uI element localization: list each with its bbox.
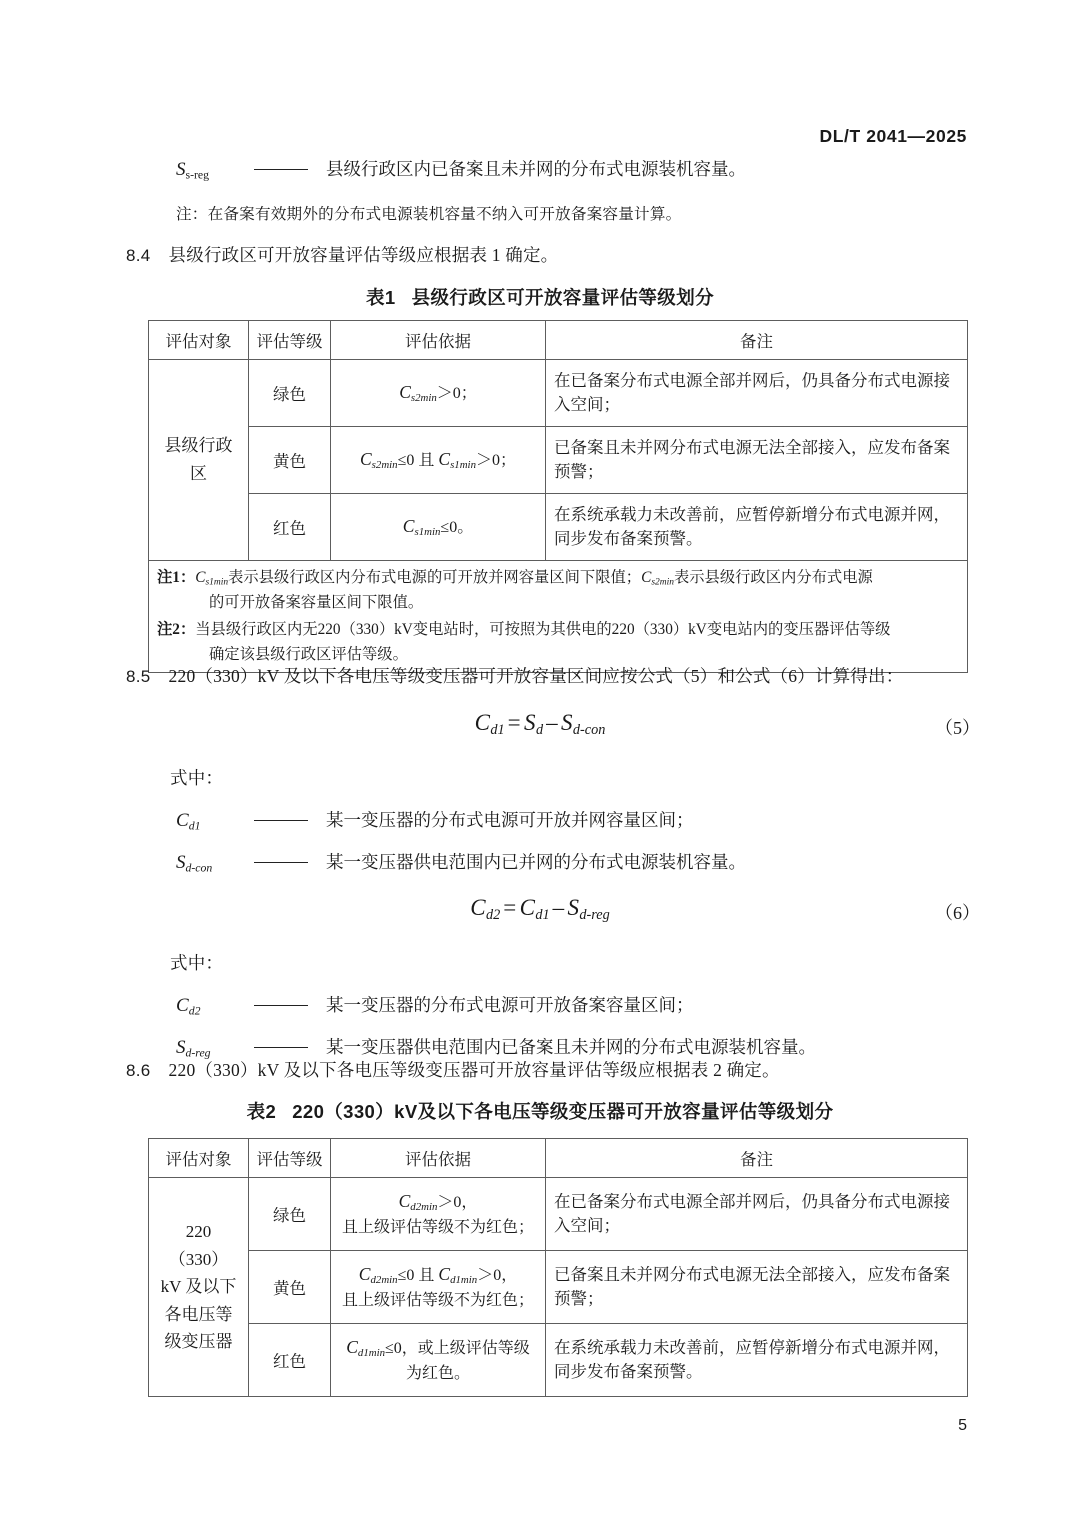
table1-header-object: 评估对象 (149, 321, 249, 360)
clause-8-6-text: 220（330）kV 及以下各电压等级变压器可开放容量评估等级应根据表 2 确定。 (168, 1060, 780, 1080)
symbol-description: 县级行政区内已备案且未并网的分布式电源装机容量。 (326, 159, 746, 179)
table2-row (149, 1324, 968, 1397)
clause-8-6 (126, 1057, 780, 1084)
equation-5-number: （5） (935, 718, 980, 738)
equation-6-number: （6） (935, 903, 980, 923)
table1-header-remark: 备注 (546, 321, 968, 360)
clause-8-5-text: 220（330）kV 及以下各电压等级变压器可开放容量区间应按公式（5）和公式（6）计算得出： (168, 666, 904, 686)
where-label-2: 式中： (170, 953, 224, 973)
clause-8-6-number: 8.6 (126, 1061, 151, 1080)
table1-criteria-red: $C_{s1min}\le 0$。 (331, 494, 546, 561)
symbol-description: 某一变压器的分布式电源可开放并网容量区间； (326, 810, 694, 830)
table2 (148, 1138, 968, 1397)
equation-5-operator: – (546, 710, 558, 735)
equation-5 (0, 710, 1080, 739)
table2-object-line-3: 各电压等 (164, 1304, 233, 1324)
table1-note-2-line2: 确定该县级行政区评估等级。 (209, 645, 408, 663)
table1-header-grade: 评估等级 (249, 321, 331, 360)
equation-6-term1: $C_{d1}$ (519, 895, 550, 923)
table1-caption-title: 县级行政区可开放容量评估等级划分 (411, 287, 714, 308)
clause-8-4 (126, 242, 558, 269)
table1-note-2-line1 (157, 618, 959, 643)
table1-caption (0, 284, 1080, 310)
table1-note-2-text1: 当县级行政区内无220（330）kV变电站时，可按照为其供电的220（330）kV变电站内的变压器评估等级 (195, 620, 891, 638)
table2-remark-yellow: 已备案且未并网分布式电源无法全部接入，应发布备案预警； (546, 1251, 968, 1324)
equation-6 (0, 895, 1080, 924)
table1-row (149, 360, 968, 427)
table1-object-label: 县级行政区 (149, 360, 249, 561)
table1 (148, 320, 968, 673)
table2-header-remark: 备注 (546, 1139, 968, 1178)
table2-remark-green: 在已备案分布式电源全部并网后，仍具备分布式电源接入空间； (546, 1178, 968, 1251)
symbol-definition-c-d1 (176, 807, 694, 833)
table2-row (149, 1178, 968, 1251)
table1-row (149, 494, 968, 561)
page-number: 5 (958, 1417, 967, 1434)
table2-caption-title: 220（330）kV及以下各电压等级变压器可开放容量评估等级划分 (292, 1101, 834, 1122)
table1-notes-row (149, 561, 968, 673)
table2-object-label (149, 1178, 249, 1397)
symbol-c-d1: $C_{d1}$ (176, 810, 201, 833)
definition-dash (254, 820, 308, 821)
table1-grade-red: 红色 (249, 494, 331, 561)
equation-6-equals: = (503, 895, 517, 920)
where-label-1: 式中： (170, 768, 224, 788)
clause-8-4-text: 县级行政区可开放容量评估等级应根据表 1 确定。 (168, 245, 559, 265)
symbol-s-d-reg: $S_{d-reg}$ (176, 1037, 211, 1060)
table2-grade-green: 绿色 (249, 1178, 331, 1251)
equation-5-equals: = (507, 710, 522, 735)
equation-5-term1: $S_d$ (524, 710, 544, 738)
clause-8-5 (126, 663, 903, 690)
table1-criteria-yellow: $C_{s2min}\le 0$ 且 $C_{s1min}>0$； (331, 427, 546, 494)
table1-grade-green: 绿色 (249, 360, 331, 427)
symbol-base: S (176, 159, 186, 180)
symbol-s-d-con: $S_{d-con}$ (176, 852, 213, 875)
table1-note-2-label: 注2： (157, 620, 196, 638)
table2-criteria-yellow: $C_{d2min}\le 0$ 且 $C_{d1min}>0$， 且上级评估等级不为红色； (331, 1251, 546, 1324)
symbol-description: 某一变压器的分布式电源可开放备案容量区间； (326, 995, 694, 1015)
table2-header-row (149, 1139, 968, 1178)
table1-note-1 (157, 566, 959, 616)
symbol-c-d2: $C_{d2}$ (176, 995, 201, 1018)
clause-8-4-number: 8.4 (126, 246, 151, 265)
table1-note-1-text1: $C_{s1min}$表示县级行政区内分布式电源的可开放并网容量区间下限值；$C_{s2min}$表示县级行政区内分布式电源 (195, 569, 873, 588)
table2-header-criteria: 评估依据 (331, 1139, 546, 1178)
equation-6-operator: – (552, 895, 565, 920)
table1-note-1-line2: 的可开放备案容量区间下限值。 (209, 594, 424, 611)
definition-dash (254, 169, 308, 170)
symbol-description: 某一变压器供电范围内已并网的分布式电源装机容量。 (326, 852, 746, 872)
table1-notes (149, 561, 968, 673)
table2-header-object: 评估对象 (149, 1139, 249, 1178)
table1-caption-label: 表1 (366, 287, 396, 308)
symbol-definition-c-d2 (176, 992, 694, 1018)
table1-note-1-line1 (157, 566, 959, 591)
symbol-subscript: s-reg (185, 168, 210, 182)
equation-6-term2: $S_{d-reg}$ (567, 895, 610, 923)
table2-grade-red: 红色 (249, 1324, 331, 1397)
table2-row (149, 1251, 968, 1324)
symbol-definition-s-s-reg (176, 156, 746, 182)
table2-caption-label: 表2 (246, 1101, 277, 1122)
table1-note-2 (157, 618, 959, 668)
table1-remark-yellow: 已备案且未并网分布式电源无法全部接入，应发布备案预警； (546, 427, 968, 494)
symbol-definition-s-d-con (176, 849, 746, 875)
symbol-description: 某一变压器供电范围内已备案且未并网的分布式电源装机容量。 (326, 1037, 816, 1057)
equation-5-term2: $S_{d-con}$ (560, 710, 606, 738)
table2-remark-red: 在系统承载力未改善前，应暂停新增分布式电源并网，同步发布备案预警。 (546, 1324, 968, 1397)
clause-8-5-number: 8.5 (126, 667, 151, 686)
table1-header-row (149, 321, 968, 360)
table2-criteria-red: $C_{d1min}\le 0$，或上级评估等级 为红色。 (331, 1324, 546, 1397)
definition-dash (254, 1005, 308, 1006)
symbol-s-s-reg (176, 159, 250, 182)
table2-object-line-2: kV 及以下 (160, 1277, 237, 1297)
table1-remark-red: 在系统承载力未改善前，应暂停新增分布式电源并网，同步发布备案预警。 (546, 494, 968, 561)
table1-remark-green: 在已备案分布式电源全部并网后，仍具备分布式电源接入空间； (546, 360, 968, 427)
definition-dash (254, 862, 308, 863)
table1-note-1-label: 注1： (157, 569, 196, 586)
equation-5-lhs: $C_{d1}$ (474, 710, 505, 738)
table1-grade-yellow: 黄色 (249, 427, 331, 494)
table1-header-criteria: 评估依据 (331, 321, 546, 360)
table2-criteria-green: $C_{d2min}>0$， 且上级评估等级不为红色； (331, 1178, 546, 1251)
table2-object-line-4: 级变压器 (164, 1332, 233, 1352)
table2-grade-yellow: 黄色 (249, 1251, 331, 1324)
table1-criteria-green: $C_{s2min}>0$； (331, 360, 546, 427)
definition-dash (254, 1047, 308, 1048)
running-header-standard-code: DL/T 2041—2025 (819, 126, 967, 146)
table2-caption (0, 1098, 1080, 1124)
note-paragraph: 注：在备案有效期外的分布式电源装机容量不纳入可开放备案容量计算。 (176, 206, 682, 223)
table2-object-line-1: 220（330） (168, 1222, 229, 1269)
table2-header-grade: 评估等级 (249, 1139, 331, 1178)
equation-6-lhs: $C_{d2}$ (470, 895, 501, 923)
table1-row (149, 427, 968, 494)
